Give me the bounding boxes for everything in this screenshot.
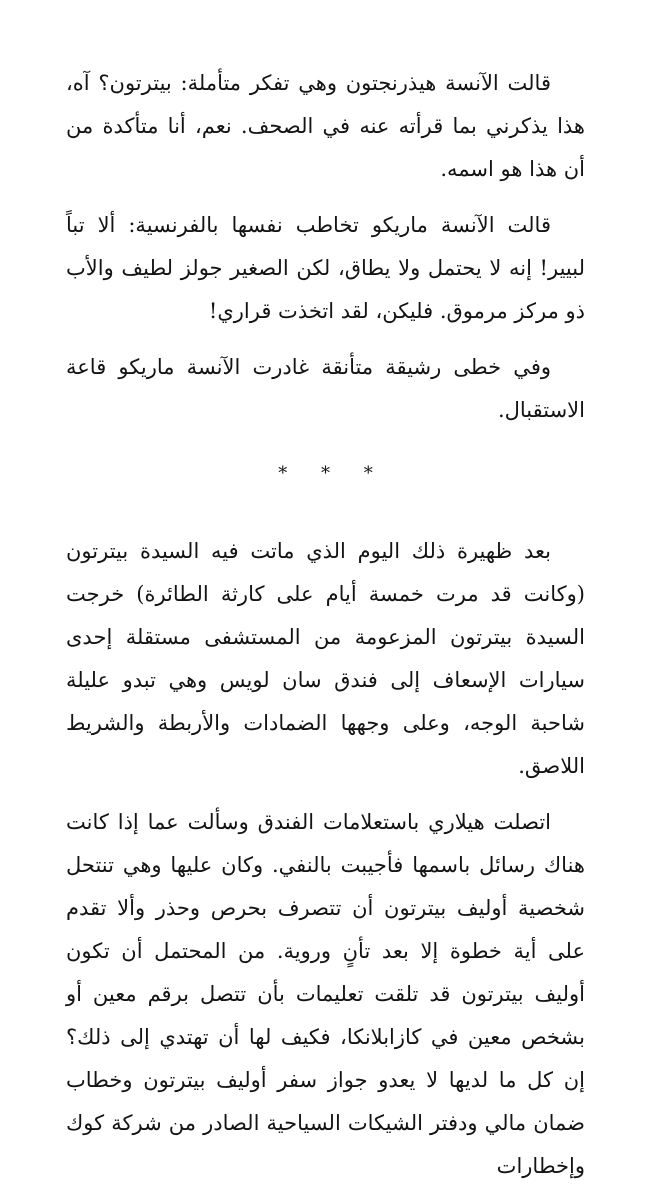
- paragraph-ambulance: بعد ظهيرة ذلك اليوم الذي ماتت فيه السيدة بيترتون (وكانت قد مرت خمسة أيام على كارثة الطائرة) خرجت السيدة بيترتون المزعومة من المستشفى مستقلة إحدى سيارات الإسعاف إلى فندق سان لويس وهي تبدو عليلة شاحبة الوجه، وعلى وجهها الضمادات والأربطة والشريط اللاصق.: [66, 539, 585, 778]
- paragraph-hilary-reception: اتصلت هيلاري باستعلامات الفندق وسألت عما إذا كانت هناك رسائل باسمها فأجيبت بالنفي. وكان عليها وهي تنتحل شخصية أوليف بيترتون أن تتصرف بحرص وحذر وألا تقدم على أية خطوة إلا بعد تأنٍ وروية. من المحتمل أن تكون أوليف بيترتون قد تلقت تعليمات بأن تتصل برقم معين أو بشخص معين في كازابلانكا، فكيف لها أن تهتدي إلى ذلك؟ إن كل ما لديها لا يعدو جواز سفر أوليف بيترتون وخطاب ضمان مالي ودفتر الشيكات السياحية الصادر من شركة كوك وإخطارات: [66, 810, 585, 1178]
- paragraph-mariko-leaves: وفي خطى رشيقة متأنقة غادرت الآنسة ماريكو قاعة الاستقبال.: [66, 355, 585, 422]
- paragraph-mariko-french: قالت الآنسة ماريكو تخاطب نفسها بالفرنسية: ألا تباً لبيير! إنه لا يحتمل ولا يطاق، لكن الصغير جولز لطيف والأب ذو مركز مرموق. فليكن، لقد اتخذت قراري!: [66, 213, 585, 323]
- paragraph-heathrington: قالت الآنسة هيذرنجتون وهي تفكر متأملة: بيترتون؟ آه، هذا يذكرني بما قرأته عنه في الصحف. نعم، أنا متأكدة من أن هذا هو اسمه.: [66, 71, 585, 181]
- section-separator: * * *: [278, 463, 387, 484]
